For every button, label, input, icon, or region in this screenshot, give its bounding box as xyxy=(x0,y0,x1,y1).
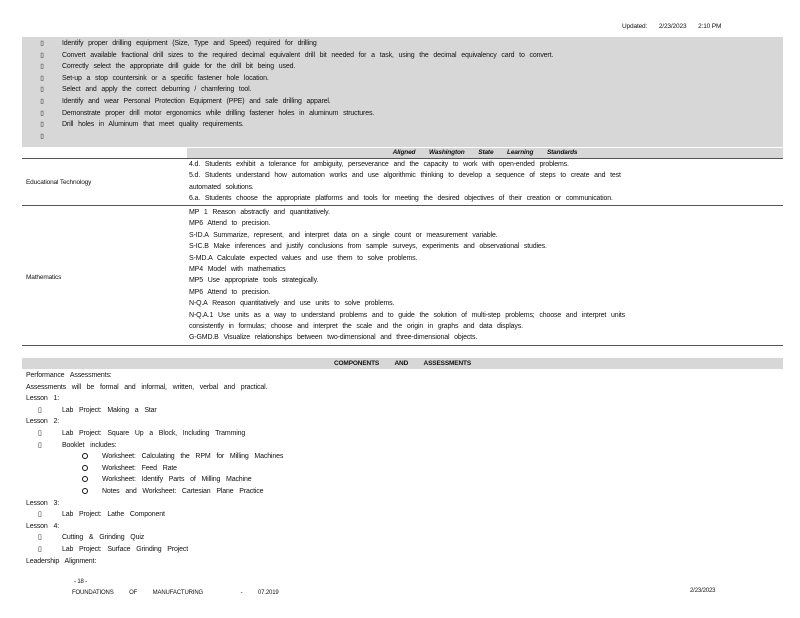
assessments-section xyxy=(26,370,766,567)
standard-line: S-MD.A Calculate expected values and use them to solve problems. xyxy=(189,254,418,262)
standard-line: 5.d. Students understand how automation works and use algorithmic thinking to develop a sequence of steps to create and test xyxy=(189,172,621,180)
page-number: - 18 - xyxy=(74,579,88,585)
aligned-standards-header: Aligned Washington State Learning Standards xyxy=(187,148,783,158)
list-item: ▯ Correctly select the appropriate drill guide for the drill bit being used. xyxy=(22,61,783,73)
performance-label: Performance Assessments: xyxy=(26,372,112,379)
list-item: ▯ Drill holes in Aluminum that meet quality requirements. xyxy=(22,119,783,131)
list-item: ▯ Cutting & Grinding Quiz xyxy=(26,532,766,544)
list-item: Worksheet: Feed Rate xyxy=(26,463,766,475)
math-standards xyxy=(189,207,781,344)
standard-line: S-ID.A Summarize, represent, and interpret data on a single count or measurement variable. xyxy=(189,231,498,239)
bullet-icon: ▯ xyxy=(38,545,42,553)
bullet-icon: ▯ xyxy=(38,441,42,449)
objectives-list xyxy=(22,37,783,147)
bullet-icon: ▯ xyxy=(38,406,42,414)
circle-bullet-icon xyxy=(82,453,88,459)
bullet-icon: ▯ xyxy=(40,74,44,82)
list-item: ▯ Set-up a stop countersink or a specific fastener hole location. xyxy=(22,73,783,85)
bullet-icon: ▯ xyxy=(40,40,44,48)
updated-label: Updated: xyxy=(622,23,648,30)
bullet-icon: ▯ xyxy=(38,429,42,437)
footer-date: 2/23/2023 xyxy=(690,588,716,594)
lesson-title: Lesson 3: xyxy=(26,499,60,507)
standard-line: S-IC.B Make inferences and justify conclusions from sample surveys, experiments and observational studies. xyxy=(189,243,547,251)
bullet-icon: ▯ xyxy=(40,98,44,106)
lesson-title: Lesson 2: xyxy=(26,418,60,426)
standard-line: 4.d. Students exhibit a tolerance for ambiguity, perseverance and the capacity to work with open-ended problems. xyxy=(189,161,569,168)
updated-date: 2/23/2023 xyxy=(658,23,687,30)
list-item: Worksheet: Identify Parts of Milling Machine xyxy=(26,474,766,486)
list-item: ▯ Lab Project: Surface Grinding Project xyxy=(26,544,766,556)
bullet-icon: ▯ xyxy=(40,109,44,117)
divider xyxy=(22,345,783,346)
subject-label-edtech: Educational Technology xyxy=(26,179,92,186)
bullet-icon: ▯ xyxy=(38,511,42,519)
lesson-title: Lesson 1: xyxy=(26,395,60,403)
list-item: ▯ Convert available fractional drill sizes to the required decimal equivalent drill bit needed for a task, using the decimal equivalency card to convert. xyxy=(22,50,783,62)
list-item: ▯ Booklet includes: xyxy=(26,440,766,452)
revision: - 07.2019 xyxy=(240,590,279,597)
list-item: ▯ Select and apply the correct deburring / chamfering tool. xyxy=(22,84,783,96)
bullet-icon: ▯ xyxy=(40,86,44,94)
standard-line: MP 1 Reason abstractly and quantitatively. xyxy=(189,209,330,216)
bullet-icon: ▯ xyxy=(38,534,42,542)
standard-line: automated solutions. xyxy=(189,183,254,191)
bullet-icon: ▯ xyxy=(40,51,44,59)
page-footer xyxy=(72,577,722,600)
standard-line: MP6 Attend to precision. xyxy=(189,220,271,228)
edtech-standards xyxy=(189,159,781,205)
bullet-icon: ▯ xyxy=(40,121,44,129)
standard-line: MP5 Use appropriate tools strategically. xyxy=(189,277,319,285)
updated-stamp xyxy=(622,21,782,32)
standard-line: 6.a. Students choose the appropriate platforms and tools for meeting the desired objectives of their creation or communication. xyxy=(189,195,613,203)
standard-line: consistently in formulas; choose and interpret the scale and the origin in graphs and data displays. xyxy=(189,322,523,330)
bullet-icon: ▯ xyxy=(40,63,44,71)
lesson-title: Lesson 4: xyxy=(26,522,60,530)
list-item: ▯ Identify and wear Personal Protection Equipment (PPE) and safe drilling apparel. xyxy=(22,96,783,108)
assessment-intro: Assessments will be formal and informal, written, verbal and practical. xyxy=(26,383,268,391)
standard-line: MP6 Attend to precision. xyxy=(189,288,271,296)
circle-bullet-icon xyxy=(82,465,88,471)
standard-line: MP4 Model with mathematics xyxy=(189,265,286,273)
list-item: ▯ Lab Project: Making a Star xyxy=(26,405,766,417)
course-title: FOUNDATIONS OF MANUFACTURING xyxy=(72,590,204,597)
standard-line: N-Q.A Reason quantitatively and use units to solve problems. xyxy=(189,300,395,308)
subject-label-math: Mathematics xyxy=(26,274,62,281)
bullet-icon: ▯ xyxy=(40,132,44,140)
list-item xyxy=(22,131,783,143)
circle-bullet-icon xyxy=(82,476,88,482)
standard-line: G-GMD.B Visualize relationships between two-dimensional and three-dimensional objects. xyxy=(189,334,478,342)
leadership-alignment: Leadership Alignment: xyxy=(26,557,97,565)
list-item: Notes and Worksheet: Cartesian Plane Practice xyxy=(26,486,766,498)
list-item: ▯ Identify proper drilling equipment (Size, Type and Speed) required for drilling xyxy=(22,38,783,50)
list-item: ▯ Lab Project: Square Up a Block, Including Tramming xyxy=(26,428,766,440)
updated-time: 2:10 PM xyxy=(698,23,722,30)
list-item: ▯ Demonstrate proper drill motor ergonomics while drilling fastener holes in aluminum structures. xyxy=(22,108,783,120)
list-item: Worksheet: Calculating the RPM for Milling Machines xyxy=(26,451,766,463)
divider xyxy=(22,205,783,206)
list-item: ▯ Lab Project: Lathe Component xyxy=(26,509,766,521)
components-header: COMPONENTS AND ASSESSMENTS xyxy=(22,358,783,369)
circle-bullet-icon xyxy=(82,488,88,494)
standard-line: N-Q.A.1 Use units as a way to understand problems and to guide the solution of multi-step problems; choose and interpret units xyxy=(189,311,626,319)
